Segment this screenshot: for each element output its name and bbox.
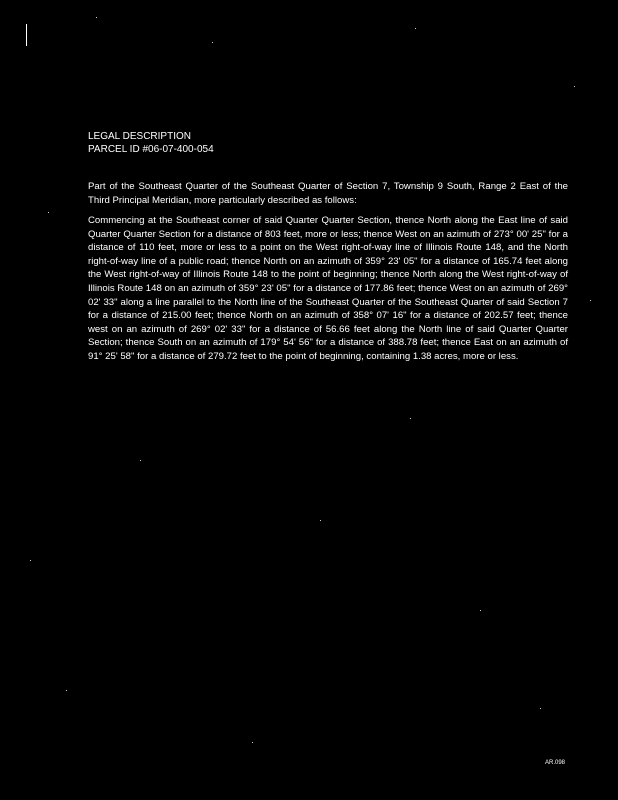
footer-code: AR.098 bbox=[545, 760, 566, 766]
document-heading bbox=[88, 130, 214, 156]
scan-speck bbox=[540, 708, 541, 709]
scan-speck bbox=[590, 300, 591, 301]
scan-speck bbox=[574, 86, 575, 87]
scan-speck bbox=[96, 17, 97, 18]
scan-speck bbox=[66, 690, 67, 691]
scan-speck bbox=[320, 520, 321, 521]
scan-speck bbox=[140, 460, 141, 461]
scan-speck bbox=[415, 28, 416, 29]
scan-speck bbox=[212, 42, 213, 43]
description-paragraph: Commencing at the Southeast corner of said Quarter Quarter Section, thence North along the East line of said Quarter Quarter Section for a distance of 803 feet, more or less; thence West on an azimuth of 273° 00' 25" for a distance of 110 feet, more or less to a point on the West right-of-way line of Illinois Route 148, and the North right-of-way line of a public road; thence North on an azimuth of 359° 23' 05" for a distance of 165.74 feet along the West right-of-way of Illinois Route 148 to the point of beginning; thence North along the West right-of-way of Illinois Route 148 on an azimuth of 359° 23' 05" for a distance of 177.86 feet; thence West on an azimuth of 269° 02' 33" along a line parallel to the North line of the Southeast Quarter of the Southeast Quarter of said Section 7 for a distance of 215.00 feet; thence North on an azimuth of 358° 07' 16" for a distance of 202.57 feet; thence west on an azimuth of 269° 02' 33" for a distance of 56.66 feet along the North line of said Quarter Quarter Section; thence South on an azimuth of 179° 54' 56" for a distance of 388.78 feet; thence East on an azimuth of 91° 25' 58" for a distance of 279.72 feet to the point of beginning, containing 1.38 acres, more or less. bbox=[88, 215, 568, 362]
parcel-id: PARCEL ID #06-07-400-054 bbox=[88, 144, 214, 155]
scan-margin-mark bbox=[26, 24, 27, 46]
legal-description-title: LEGAL DESCRIPTION bbox=[88, 131, 191, 142]
intro-paragraph: Part of the Southeast Quarter of the Southeast Quarter of Section 7, Township 9 South, Range 2 East of the Third Principal Meridian, more particularly described as follows: bbox=[88, 181, 568, 206]
scan-speck bbox=[48, 212, 49, 213]
scan-speck bbox=[252, 742, 253, 743]
scan-speck bbox=[480, 610, 481, 611]
scan-speck bbox=[30, 560, 31, 561]
scan-speck bbox=[410, 418, 411, 419]
